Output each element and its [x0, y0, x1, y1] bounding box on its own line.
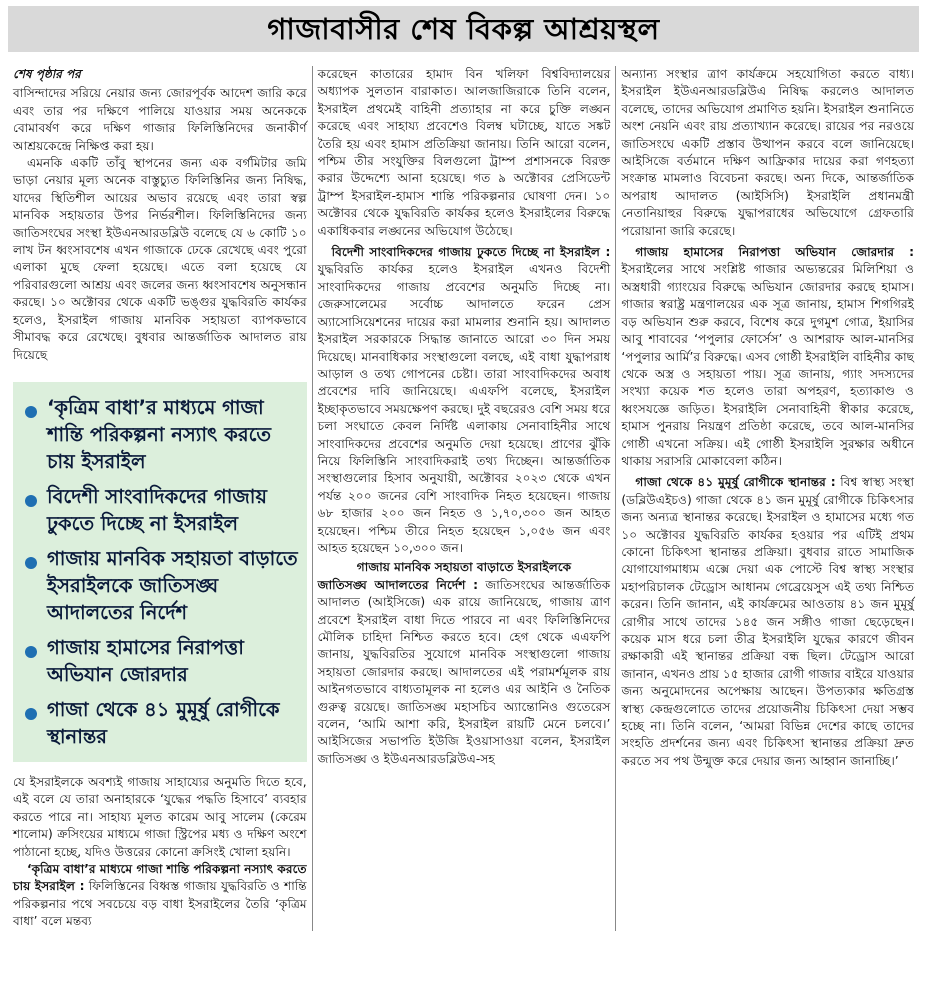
highlight-text: গাজা থেকে ৪১ মুমূর্ষু রোগীকে স্থানান্তর — [47, 697, 280, 748]
bullet-icon — [25, 557, 37, 569]
section-paragraph — [621, 244, 914, 470]
paragraph: করেছেন কাতারের হামাদ বিন খলিফা বিশ্ববিদ্যালয়ের অধ্যাপক সুলতান বারাকাত। আলজাজিরাকে তিনি বলেন, ইসরাইল প্রথমেই বাহিনী প্রত্যাহার না করে চুক্তি লঙ্ঘন করেছে এবং সাহায্য প্রবেশেও বিলম্ব ঘটাচ্ছে, যাতে সঙ্কট তৈরি হয় এবং হামাস প্রতিক্রিয়া জানায়। তিনি আরো বলেন, পশ্চিম তীর সংযুক্তির বিলগুলো ট্রাম্প প্রশাসনকে বিরক্ত করার উদ্দেশ্যে আনা হয়েছে। গত ৯ অক্টোবর প্রেসিডেন্ট ট্রাম্প ইসরাইল-হামাস শান্তি পরিকল্পনার ঘোষণা দেন। ১০ অক্টোবর থেকে যুদ্ধবিরতি কার্যকর হলেও ইসরাইলের বিরুদ্ধে একাধিকবার লঙ্ঘনের অভিযোগ উঠেছে। — [317, 67, 611, 238]
section-body: ইসরাইলের সাথে সংশ্লিষ্ট গাজার অভ্যন্তরের মিলিশিয়া ও অস্ত্রধারী গ্যাংয়ের বিরুদ্ধে অভিযান জোরদার করছে হামাস। গাজার স্বরাষ্ট্র মন্ত্রণালয়ের এক সূত্র জানায়, হামাস শিগগিরই বড় অভিযান শুরু করবে, বিশেষ করে দুগমুশ গোত্র, ইয়াসির আবু শাবাবের ‘পপুলার ফোর্সেস’ ও আশরাফ আল-মানসির ‘পপুলার আর্মি’র বিরুদ্ধে। এসব গোষ্ঠী ইসরাইলি বাহিনীর কাছ থেকে অস্ত্র ও সহায়তা পায়। সূত্র জানায়, গ্যাং সদস্যদের সংখ্যা কয়েক শত হলেও তারা অপহরণ, হত্যাকাণ্ড ও ধ্বংসযজ্ঞে জড়িত। ইসরাইলি সেনাবাহিনী স্বীকার করেছে, হামাস পুনরায় নিয়ন্ত্রণ প্রতিষ্ঠা করেছে, তবে আল-মানসির গোষ্ঠী এখনো সক্রিয়। এই গোষ্ঠী ইসরাইলি সুরক্ষার অধীনে থাকায় সরাসরি মোকাবেলা কঠিন। — [621, 262, 915, 468]
section-body: জাতিসংঘের আন্তর্জাতিক আদালত (আইসিজে) এক রায়ে জানিয়েছে, গাজায় ত্রাণ প্রবেশে ইসরাইল বাধা দিতে পারবে না এবং ফিলিস্তিনিদের মৌলিক চাহিদা নিশ্চিত করতে হবে। হেগ থেকে এএফপি জানায়, যুদ্ধবিরতির সুযোগে মানবিক সংস্থাগুলো গাজায় সহায়তা জোরদার করছে। আদালতের এই পরামর্শমূলক রায় আইনগতভাবে বাধ্যতামূলক না হলেও এর আইনি ও নৈতিক গুরুত্ব রয়েছে। জাতিসঙ্ঘ মহাসচিব অ্যান্তোনিও গুতেরেস বলেন, ‘আমি আশা করি, ইসরাইল রায়টি মেনে চলবে।’ আইসিজের সভাপতি ইউজি ইওয়াসাওয়া বলেন, ইসরাইল জাতিসঙ্ঘ ও ইউএনআরডব্লিউএ-সহ — [317, 577, 611, 766]
section-subhead: বিদেশী সাংবাদিকদের গাজায় ঢুকতে দিচ্ছে না ইসরাইল : — [331, 245, 611, 260]
bullet-icon — [25, 495, 37, 507]
section-subhead: ‘কৃত্রিম বাধা’র মাধ্যমে গাজা শান্তি পরিকল্পনা নস্যাৎ করতে চায় ইসরাইল : — [13, 861, 307, 894]
bullet-icon — [25, 708, 37, 720]
section-paragraph — [13, 861, 307, 931]
column-3 — [615, 66, 919, 931]
highlight-item — [21, 634, 299, 688]
highlight-text: ‘কৃত্রিম বাধা’র মাধ্যমে গাজা শান্তি পরিকল্পনা নস্যাৎ করতে চায় ইসরাইল — [47, 395, 272, 473]
section-paragraph — [318, 577, 611, 768]
article-columns — [8, 66, 919, 931]
section-subhead: গাজায় মানবিক সহায়তা বাড়াতে ইসরাইলকে — [356, 560, 572, 575]
highlight-item — [21, 696, 299, 750]
continued-label: শেষ পৃষ্ঠার পর — [13, 67, 81, 81]
highlights-box — [13, 382, 307, 762]
highlight-item — [21, 483, 299, 537]
section-paragraph — [621, 474, 914, 770]
section-subhead: গাজা থেকে ৪১ মুমূর্ষু রোগীকে স্থানান্তর : — [635, 475, 836, 490]
highlight-text: বিদেশী সাংবাদিকদের গাজায় ঢুকতে দিচ্ছে না ইসরাইল — [47, 484, 267, 535]
paragraph: বাসিন্দাদের সরিয়ে নেয়ার জন্য জোরপূর্বক আদেশ জারি করে এবং তার পর দক্ষিণে পালিয়ে যাওয়ার সময় অনেককে বোমাবর্ষণ করে দক্ষিণ গাজার ফিলিস্তিনিদের জনাকীর্ণ আশ্রয়কেন্দ্রে নিক্ষিপ্ত করা হয়। — [13, 86, 307, 153]
section-body: ফিলিস্তিনের বিধ্বস্ত গাজায় যুদ্ধবিরতি ও শান্তি পরিকল্পনার পথে সবচেয়ে বড় বাধা ইসরাইলের তৈরি ‘কৃত্রিম বাধা’ বলে মন্তব্য — [13, 879, 307, 929]
section-subhead: জাতিসঙ্ঘ আদালতের নির্দেশ : — [317, 577, 479, 592]
highlight-item — [21, 394, 299, 475]
section-body: যুদ্ধবিরতি কার্যকর হলেও ইসরাইল এখনও বিদেশী সাংবাদিকদের গাজায় প্রবেশের অনুমতি দিচ্ছে না। জেরুসালেমের সর্বোচ্চ আদালতে ফরেন প্রেস অ্যাসোসিয়েশনের দায়ের করা মামলার শুনানি হয়। আদালত ইসরাইল সরকারকে সিদ্ধান্ত জানাতে আরো ৩০ দিন সময় দিয়েছে। মানবাধিকার সংস্থাগুলো বলছে, এই বাধা যুদ্ধাপরাধ আড়াল ও তথ্য গোপনের চেষ্টা। তারা সাংবাদিকদের অবাধ প্রবেশের দাবি জানিয়েছে। এএফপি বলেছে, ইসরাইল ইচ্ছাকৃতভাবে সময়ক্ষেপণ করছে। দুই বছরেরও বেশি সময় ধরে চলা সংঘাতে কেবল নির্দিষ্ট এলাকায় সেনাবাহিনীর সাথে সাংবাদিকদের প্রবেশের অনুমতি দেয়া হয়েছে। প্রাণের ঝুঁকি নিয়ে ফিলিস্তিনি সাংবাদিকরাই তথ্য দিচ্ছেন। আন্তর্জাতিক সংস্থাগুলোর হিসাব অনুযায়ী, অক্টোবর ২০২৩ থেকে এখন পর্যন্ত ২০০ জনের বেশি সাংবাদিক নিহত হয়েছেন। গাজায় ৬৮ হাজার ২০০ জন নিহত ও ১,৭০,৩০০ জন আহত হয়েছেন। পশ্চিম তীরে নিহত হয়েছেন ১,০৫৬ জন এবং আহত হয়েছেন ১০,৩০০ জন। — [317, 262, 611, 555]
highlight-text: গাজায় মানবিক সহায়তা বাড়াতে ইসরাইলকে জাতিসঙ্ঘ আদালতের নির্দেশ — [47, 546, 298, 624]
section-subhead: গাজায় হামাসের নিরাপত্তা অভিযান জোরদার : — [635, 245, 915, 260]
paragraph: যে ইসরাইলকে অবশ্যই গাজায় সাহায্যের অনুমতি দিতে হবে, এই বলে যে তারা অনাহারকে ‘যুদ্ধের পদ্ধতি হিসাবে’ ব্যবহার করতে পারে না। সাহায্য মূলত কারেম আবু সালেম (কেরেম শালোম) ক্রসিংয়ের মাধ্যমে গাজা স্ট্রিপের মধ্য ও দক্ষিণ অংশে পাঠানো হচ্ছে, যদিও উত্তরের কোনো ক্রসিংই খোলা হয়নি। — [13, 774, 307, 859]
headline: গাজাবাসীর শেষ বিকল্প আশ্রয়স্থল — [8, 6, 919, 52]
section-body: বিশ্ব স্বাস্থ্য সংস্থা (ডব্লিউএইচও) গাজা থেকে ৪১ জন মুমূর্ষু রোগীকে চিকিৎসার জন্য অন্যত্র স্থানান্তর করেছে। ইসরাইল ও হামাসের মধ্যে গত ১০ অক্টোবর যুদ্ধবিরতি কার্যকর হওয়ার পর এটিই প্রথম কোনো চিকিৎসা স্থানান্তর প্রক্রিয়া। বুধবার রাতে সামাজিক যোগাযোগমাধ্যম এক্সে দেয়া এক পোস্টে বিশ্ব স্বাস্থ্য সংস্থার মহাপরিচালক টেড্রোস আধানম গেব্রেয়েসুস এই তথ্য নিশ্চিত করেন। তিনি জানান, এই কার্যক্রমের আওতায় ৪১ জন মুমূর্ষু রোগীর সাথে তাদের ১৪৫ জন সঙ্গীও গাজা ছেড়েছেন। কয়েক মাস ধরে চলা তীব্র ইসরাইলি যুদ্ধের কারণে জীবন রক্ষাকারী এই স্থানান্তর প্রক্রিয়া বন্ধ ছিল। টেড্রোস আরো জানান, এখনও প্রায় ১৫ হাজার রোগী গাজার বাইরে যাওয়ার জন্য অনুমোদনের অপেক্ষায় আছেন। উপত্যকার ক্ষতিগ্রস্ত স্বাস্থ্য কেন্দ্রগুলোতে তাদের প্রয়োজনীয় চিকিৎসা দেয়া সম্ভব হচ্ছে না। তিনি বলেন, ‘আমরা বিভিন্ন দেশের কাছে তাদের সংহতি প্রদর্শনের জন্য এবং চিকিৎসা স্থানান্তর প্রক্রিয়া দ্রুত করতে সব পথ উন্মুক্ত করে দেয়ার জন্য আহ্বান জানাচ্ছি।’ — [621, 475, 915, 768]
column-1 — [8, 66, 312, 931]
highlight-text: গাজায় হামাসের নিরাপত্তা অভিযান জোরদার — [47, 635, 244, 686]
highlight-item — [21, 545, 299, 626]
paragraph: এমনকি একটি তাঁবু স্থাপনের জন্য এক বর্গমিটার জমি ভাড়া নেয়ার মূল্য অনেক বাস্তুচ্যুত ফিলিস্তিনির জন্য নিষিদ্ধ, যাদের স্থিতিশীল আয়ের অভাব রয়েছে এবং তারা স্বল্প মানবিক সহায়তার উপর নির্ভরশীল। ফিলিস্তিনিদের জন্য জাতিসংঘের সংস্থা ইউএনআরডব্লিউ বলেছে যে ৬ কোটি ১০ লাখ টন ধ্বংসাবশেষ এখন গাজাকে ঢেকে রেখেছে এবং পুরো এলাকা মুছে ফেলা হয়েছে। এতে বলা হয়েছে যে পরিবারগুলো আশ্রয় এবং জলের জন্য ধ্বংসাবশেষ অনুসন্ধান করছে। ১০ অক্টোবর থেকে একটি ভঙ্গুর যুদ্ধবিরতি কার্যকর হলেও, ইসরাইল গাজায় মানবিক সহায়তা ব্যাপকভাবে সীমাবদ্ধ করে রেখেছে। বুধবার আন্তর্জাতিক আদালত রায় দিয়েছে — [13, 156, 307, 362]
paragraph: অন্যান্য সংস্থার ত্রাণ কার্যক্রমে সহযোগিতা করতে বাধ্য। ইসরাইল ইউএনআরডব্লিউএ নিষিদ্ধ করলেও আদালত বলেছে, তাদের অভিযোগ প্রমাণিত হয়নি। ইসরাইল শুনানিতে অংশ নেয়নি এবং রায় প্রত্যাখ্যান করেছে। রায়ের পর নরওয়ে জাতিসংঘে একটি প্রস্তাব উত্থাপন করবে বলে জানিয়েছে। আইসিজে বর্তমানে দক্ষিণ আফ্রিকার দায়ের করা গণহত্যা সংক্রান্ত মামলাও বিবেচনা করছে। অন্য দিকে, আন্তর্জাতিক অপরাধ আদালত (আইসিসি) ইসরাইলি প্রধানমন্ত্রী নেতানিয়াহুর বিরুদ্ধে যুদ্ধাপরাধের অভিযোগে গ্রেফতারি পরোয়ানা জারি করেছে। — [621, 67, 915, 238]
bullet-icon — [25, 646, 37, 658]
bullet-icon — [25, 406, 37, 418]
column-2 — [312, 66, 616, 931]
section-paragraph — [318, 244, 611, 557]
